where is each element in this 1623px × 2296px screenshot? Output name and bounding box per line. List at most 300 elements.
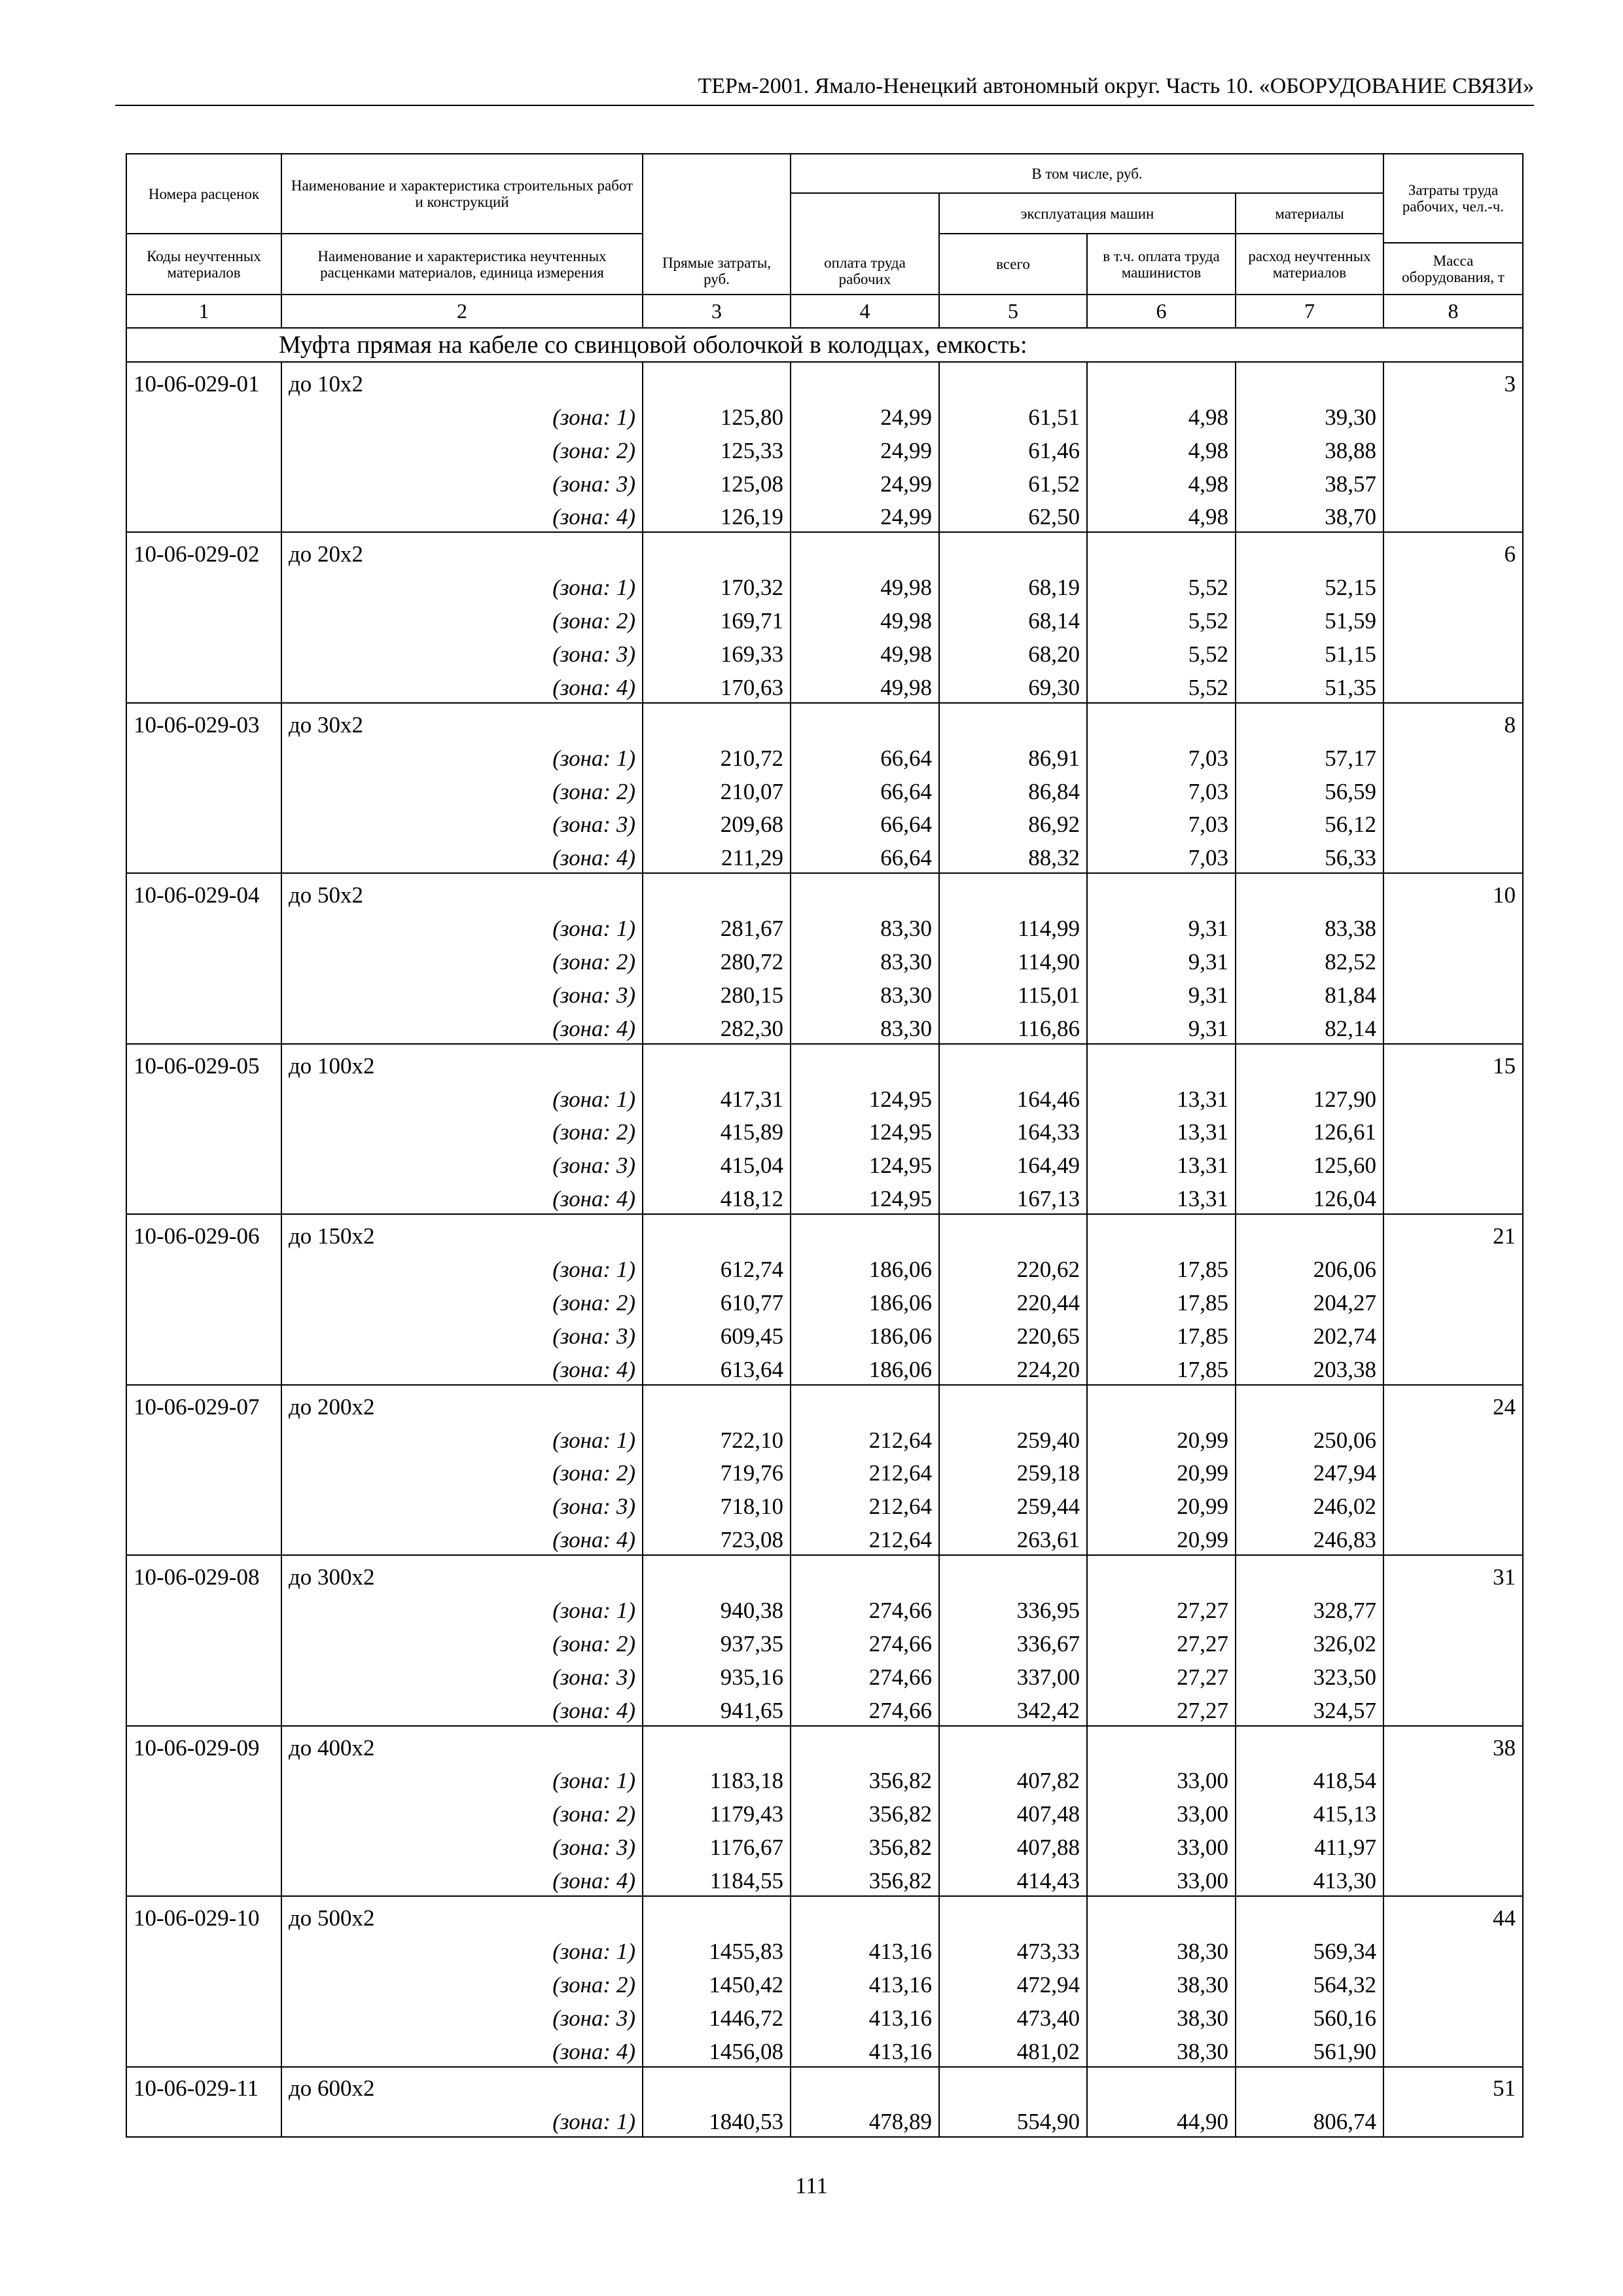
rate-group <box>126 1896 1523 2066</box>
machine-operation-total: 61,52 <box>939 463 1087 496</box>
zone-label: (зона: 4) <box>281 496 643 533</box>
empty-cell <box>1087 873 1236 907</box>
machine-operation-total: 220,62 <box>939 1248 1087 1282</box>
empty-cell <box>1383 1793 1523 1826</box>
labor-pay: 83,30 <box>791 1007 939 1044</box>
empty-cell <box>643 362 791 396</box>
direct-costs: 1179,43 <box>643 1793 791 1826</box>
empty-cell <box>939 1726 1087 1760</box>
materials-cost: 51,59 <box>1236 600 1383 633</box>
empty-cell <box>126 2100 281 2137</box>
machinist-pay: 20,99 <box>1087 1518 1236 1555</box>
labor-pay: 24,99 <box>791 429 939 463</box>
empty-cell <box>1383 463 1523 496</box>
empty-cell <box>1383 941 1523 974</box>
direct-costs: 941,65 <box>643 1689 791 1726</box>
empty-cell <box>1383 633 1523 666</box>
direct-costs: 719,76 <box>643 1452 791 1486</box>
machinist-pay: 38,30 <box>1087 1997 1236 2030</box>
empty-cell <box>643 532 791 566</box>
zone-row <box>126 1452 1523 1486</box>
labor-costs: 6 <box>1383 532 1523 566</box>
zone-label: (зона: 4) <box>281 836 643 873</box>
empty-cell <box>126 496 281 533</box>
machinist-pay: 4,98 <box>1087 496 1236 533</box>
empty-cell <box>1087 1044 1236 1078</box>
labor-pay: 49,98 <box>791 566 939 600</box>
direct-costs: 211,29 <box>643 836 791 873</box>
direct-costs: 415,89 <box>643 1111 791 1145</box>
direct-costs: 280,15 <box>643 974 791 1007</box>
rate-name: до 300х2 <box>281 1555 643 1589</box>
zone-label: (зона: 2) <box>281 1111 643 1145</box>
zone-label: (зона: 3) <box>281 1485 643 1518</box>
empty-cell <box>126 1997 281 2030</box>
labor-pay: 186,06 <box>791 1348 939 1385</box>
empty-cell <box>126 463 281 496</box>
zone-label: (зона: 2) <box>281 1452 643 1486</box>
machine-operation-total: 86,92 <box>939 804 1087 837</box>
machine-operation-total: 337,00 <box>939 1656 1087 1689</box>
materials-cost: 127,90 <box>1236 1078 1383 1111</box>
empty-cell <box>643 1044 791 1078</box>
zone-row <box>126 1485 1523 1518</box>
rate-name: до 30х2 <box>281 703 643 737</box>
zone-row <box>126 1826 1523 1859</box>
machine-operation-total: 86,84 <box>939 770 1087 804</box>
zone-label: (зона: 1) <box>281 1589 643 1623</box>
empty-cell <box>643 2067 791 2101</box>
zone-row <box>126 1997 1523 2030</box>
empty-cell <box>1383 907 1523 941</box>
labor-pay: 274,66 <box>791 1656 939 1689</box>
machine-operation-total: 554,90 <box>939 2100 1087 2137</box>
direct-costs: 1456,08 <box>643 2030 791 2067</box>
machinist-pay: 17,85 <box>1087 1282 1236 1315</box>
zone-label: (зона: 4) <box>281 1348 643 1385</box>
empty-cell <box>791 1044 939 1078</box>
empty-cell <box>126 1419 281 1452</box>
direct-costs: 125,80 <box>643 396 791 429</box>
empty-cell <box>126 1518 281 1555</box>
machine-operation-total: 259,44 <box>939 1485 1087 1518</box>
header-including: В том числе, руб. <box>791 154 1383 193</box>
machinist-pay: 5,52 <box>1087 666 1236 703</box>
materials-cost: 415,13 <box>1236 1793 1383 1826</box>
rate-group <box>126 1726 1523 1896</box>
rate-code: 10-06-029-04 <box>126 873 281 907</box>
header-equipment-mass: Масса оборудования, т <box>1383 243 1523 295</box>
materials-cost: 82,52 <box>1236 941 1383 974</box>
machinist-pay: 13,31 <box>1087 1177 1236 1214</box>
empty-cell <box>1383 396 1523 429</box>
rate-code: 10-06-029-05 <box>126 1044 281 1078</box>
empty-cell <box>126 974 281 1007</box>
zone-row <box>126 396 1523 429</box>
machine-operation-total: 68,14 <box>939 600 1087 633</box>
zone-label: (зона: 3) <box>281 1656 643 1689</box>
zone-row <box>126 1623 1523 1656</box>
empty-cell <box>126 1248 281 1282</box>
rate-row <box>126 1555 1523 1589</box>
direct-costs: 169,33 <box>643 633 791 666</box>
header-work-name: Наименование и характеристика строительных работ и конструкций <box>281 154 643 234</box>
zone-label: (зона: 2) <box>281 600 643 633</box>
machinist-pay: 44,90 <box>1087 2100 1236 2137</box>
zone-label: (зона: 3) <box>281 974 643 1007</box>
rate-group <box>126 1385 1523 1555</box>
zone-row <box>126 836 1523 873</box>
rate-code: 10-06-029-02 <box>126 532 281 566</box>
empty-cell <box>791 532 939 566</box>
direct-costs: 417,31 <box>643 1078 791 1111</box>
rate-name: до 200х2 <box>281 1385 643 1419</box>
machine-operation-total: 414,43 <box>939 1859 1087 1896</box>
labor-pay: 83,30 <box>791 974 939 1007</box>
materials-cost: 328,77 <box>1236 1589 1383 1623</box>
empty-cell <box>939 362 1087 396</box>
empty-cell <box>939 1044 1087 1078</box>
materials-cost: 323,50 <box>1236 1656 1383 1689</box>
zone-row <box>126 463 1523 496</box>
empty-cell <box>939 703 1087 737</box>
machine-operation-total: 164,49 <box>939 1144 1087 1177</box>
machinist-pay: 27,27 <box>1087 1623 1236 1656</box>
empty-cell <box>939 1555 1087 1589</box>
zone-label: (зона: 3) <box>281 633 643 666</box>
zone-label: (зона: 1) <box>281 1760 643 1793</box>
zone-label: (зона: 1) <box>281 907 643 941</box>
labor-pay: 356,82 <box>791 1826 939 1859</box>
column-number: 5 <box>939 295 1087 328</box>
labor-pay: 212,64 <box>791 1452 939 1486</box>
direct-costs: 415,04 <box>643 1144 791 1177</box>
page-number: 111 <box>795 2173 828 2198</box>
empty-cell <box>126 1826 281 1859</box>
zone-row <box>126 1689 1523 1726</box>
direct-costs: 940,38 <box>643 1589 791 1623</box>
direct-costs: 170,63 <box>643 666 791 703</box>
zone-row <box>126 1315 1523 1348</box>
empty-cell <box>1383 1656 1523 1689</box>
labor-pay: 49,98 <box>791 633 939 666</box>
column-number: 3 <box>643 295 791 328</box>
materials-cost: 126,61 <box>1236 1111 1383 1145</box>
empty-cell <box>126 1589 281 1623</box>
zone-row <box>126 1656 1523 1689</box>
rate-name: до 600х2 <box>281 2067 643 2101</box>
rate-code: 10-06-029-06 <box>126 1214 281 1248</box>
labor-pay: 186,06 <box>791 1282 939 1315</box>
rate-code: 10-06-029-10 <box>126 1896 281 1930</box>
materials-cost: 324,57 <box>1236 1689 1383 1726</box>
empty-cell <box>126 1315 281 1348</box>
empty-cell <box>126 2030 281 2067</box>
empty-cell <box>791 1896 939 1930</box>
zone-label: (зона: 2) <box>281 1964 643 1997</box>
zone-row <box>126 804 1523 837</box>
materials-cost: 38,57 <box>1236 463 1383 496</box>
zone-label: (зона: 3) <box>281 1315 643 1348</box>
empty-cell <box>1087 1726 1236 1760</box>
materials-cost: 246,83 <box>1236 1518 1383 1555</box>
machinist-pay: 27,27 <box>1087 1689 1236 1726</box>
zone-label: (зона: 4) <box>281 1177 643 1214</box>
labor-pay: 66,64 <box>791 836 939 873</box>
empty-cell <box>939 1214 1087 1248</box>
empty-cell <box>126 1177 281 1214</box>
materials-cost: 203,38 <box>1236 1348 1383 1385</box>
machinist-pay: 38,30 <box>1087 2030 1236 2067</box>
machinist-pay: 13,31 <box>1087 1078 1236 1111</box>
machinist-pay: 33,00 <box>1087 1793 1236 1826</box>
zone-label: (зона: 1) <box>281 566 643 600</box>
empty-cell <box>1383 600 1523 633</box>
zone-label: (зона: 4) <box>281 2030 643 2067</box>
machinist-pay: 33,00 <box>1087 1859 1236 1896</box>
rate-group <box>126 703 1523 873</box>
empty-cell <box>1236 1044 1383 1078</box>
rate-row <box>126 362 1523 396</box>
machinist-pay: 4,98 <box>1087 429 1236 463</box>
zone-row <box>126 600 1523 633</box>
materials-cost: 125,60 <box>1236 1144 1383 1177</box>
empty-cell <box>1087 362 1236 396</box>
empty-cell <box>1383 770 1523 804</box>
labor-costs: 15 <box>1383 1044 1523 1078</box>
section-title <box>126 328 1523 362</box>
rate-code: 10-06-029-01 <box>126 362 281 396</box>
zone-row <box>126 1007 1523 1044</box>
labor-pay: 274,66 <box>791 1623 939 1656</box>
direct-costs: 280,72 <box>643 941 791 974</box>
direct-costs: 1446,72 <box>643 1997 791 2030</box>
machine-operation-total: 220,44 <box>939 1282 1087 1315</box>
empty-cell <box>1383 496 1523 533</box>
zone-row <box>126 974 1523 1007</box>
empty-cell <box>1383 1007 1523 1044</box>
header-rate-numbers: Номера расценок <box>126 154 281 234</box>
materials-cost: 326,02 <box>1236 1623 1383 1656</box>
materials-cost: 52,15 <box>1236 566 1383 600</box>
labor-pay: 413,16 <box>791 1964 939 1997</box>
zone-label: (зона: 2) <box>281 1623 643 1656</box>
empty-cell <box>126 1689 281 1726</box>
empty-cell <box>643 1555 791 1589</box>
empty-cell <box>1383 1859 1523 1896</box>
empty-cell <box>1383 1930 1523 1964</box>
empty-cell <box>1383 666 1523 703</box>
machinist-pay: 9,31 <box>1087 1007 1236 1044</box>
rate-name: до 100х2 <box>281 1044 643 1078</box>
column-number: 7 <box>1236 295 1383 328</box>
machinist-pay: 38,30 <box>1087 1964 1236 1997</box>
materials-cost: 806,74 <box>1236 2100 1383 2137</box>
empty-cell <box>1236 1214 1383 1248</box>
empty-cell <box>126 836 281 873</box>
empty-cell <box>791 2067 939 2101</box>
machinist-pay: 33,00 <box>1087 1760 1236 1793</box>
labor-pay: 24,99 <box>791 463 939 496</box>
labor-costs: 24 <box>1383 1385 1523 1419</box>
zone-label: (зона: 4) <box>281 1859 643 1896</box>
zone-row <box>126 1282 1523 1315</box>
direct-costs: 1183,18 <box>643 1760 791 1793</box>
zone-row <box>126 737 1523 770</box>
zone-label: (зона: 1) <box>281 396 643 429</box>
empty-cell <box>1383 2030 1523 2067</box>
empty-cell <box>791 1726 939 1760</box>
machine-operation-total: 167,13 <box>939 1177 1087 1214</box>
machinist-pay: 9,31 <box>1087 941 1236 974</box>
empty-cell <box>1383 1760 1523 1793</box>
zone-label: (зона: 1) <box>281 2100 643 2137</box>
empty-cell <box>1087 1555 1236 1589</box>
labor-pay: 49,98 <box>791 600 939 633</box>
rate-name: до 10х2 <box>281 362 643 396</box>
labor-costs: 21 <box>1383 1214 1523 1248</box>
empty-cell <box>1383 1689 1523 1726</box>
zone-label: (зона: 2) <box>281 941 643 974</box>
labor-pay: 66,64 <box>791 770 939 804</box>
labor-pay: 124,95 <box>791 1177 939 1214</box>
machine-operation-total: 61,51 <box>939 396 1087 429</box>
empty-cell <box>643 1896 791 1930</box>
labor-pay: 83,30 <box>791 907 939 941</box>
zone-row <box>126 1348 1523 1385</box>
machinist-pay: 33,00 <box>1087 1826 1236 1859</box>
labor-costs: 38 <box>1383 1726 1523 1760</box>
empty-cell <box>1383 974 1523 1007</box>
machine-operation-total: 224,20 <box>939 1348 1087 1385</box>
machine-operation-total: 407,88 <box>939 1826 1087 1859</box>
header-material-codes: Коды неучтенных материалов <box>126 234 281 295</box>
machinist-pay: 7,03 <box>1087 836 1236 873</box>
labor-pay: 212,64 <box>791 1485 939 1518</box>
labor-pay: 212,64 <box>791 1419 939 1452</box>
labor-pay: 124,95 <box>791 1144 939 1177</box>
machinist-pay: 5,52 <box>1087 600 1236 633</box>
machine-operation-total: 407,82 <box>939 1760 1087 1793</box>
rate-name: до 150х2 <box>281 1214 643 1248</box>
materials-cost: 51,35 <box>1236 666 1383 703</box>
zone-row <box>126 666 1523 703</box>
materials-cost: 39,30 <box>1236 396 1383 429</box>
direct-costs: 125,08 <box>643 463 791 496</box>
direct-costs: 718,10 <box>643 1485 791 1518</box>
machine-operation-total: 407,48 <box>939 1793 1087 1826</box>
empty-cell <box>126 1964 281 1997</box>
empty-cell <box>643 1726 791 1760</box>
labor-pay: 83,30 <box>791 941 939 974</box>
zone-row <box>126 770 1523 804</box>
empty-cell <box>1087 2067 1236 2101</box>
empty-cell <box>126 1485 281 1518</box>
rate-row <box>126 1896 1523 1930</box>
zone-label: (зона: 3) <box>281 463 643 496</box>
column-number: 2 <box>281 295 643 328</box>
labor-pay: 212,64 <box>791 1518 939 1555</box>
empty-cell <box>1383 1589 1523 1623</box>
zone-row <box>126 1760 1523 1793</box>
machine-operation-total: 336,95 <box>939 1589 1087 1623</box>
empty-cell <box>643 1385 791 1419</box>
empty-cell <box>126 1930 281 1964</box>
labor-pay: 186,06 <box>791 1315 939 1348</box>
direct-costs: 126,19 <box>643 496 791 533</box>
zone-label: (зона: 4) <box>281 1518 643 1555</box>
empty-cell <box>1383 1348 1523 1385</box>
empty-cell <box>1236 1726 1383 1760</box>
materials-cost: 569,34 <box>1236 1930 1383 1964</box>
zone-row <box>126 1589 1523 1623</box>
direct-costs: 723,08 <box>643 1518 791 1555</box>
empty-cell <box>1236 1385 1383 1419</box>
direct-costs: 210,07 <box>643 770 791 804</box>
zone-row <box>126 1078 1523 1111</box>
empty-cell <box>1383 1485 1523 1518</box>
zone-row <box>126 2030 1523 2067</box>
empty-cell <box>1087 532 1236 566</box>
empty-cell <box>1236 362 1383 396</box>
rate-row <box>126 1385 1523 1419</box>
labor-pay: 124,95 <box>791 1078 939 1111</box>
machinist-pay: 17,85 <box>1087 1315 1236 1348</box>
rate-row <box>126 1044 1523 1078</box>
labor-costs: 3 <box>1383 362 1523 396</box>
machine-operation-total: 473,40 <box>939 1997 1087 2030</box>
materials-cost: 247,94 <box>1236 1452 1383 1486</box>
machinist-pay: 27,27 <box>1087 1656 1236 1689</box>
header-rule <box>115 105 1534 106</box>
materials-cost: 38,70 <box>1236 496 1383 533</box>
empty-cell <box>1383 1964 1523 1997</box>
materials-cost: 413,30 <box>1236 1859 1383 1896</box>
header-material-name: Наименование и характеристика неучтенных расценками материалов, единица измерения <box>281 234 643 295</box>
zone-label: (зона: 4) <box>281 1689 643 1726</box>
machinist-pay: 13,31 <box>1087 1144 1236 1177</box>
rate-row <box>126 873 1523 907</box>
direct-costs: 1455,83 <box>643 1930 791 1964</box>
empty-cell <box>126 770 281 804</box>
empty-cell <box>126 1452 281 1486</box>
empty-cell <box>1383 1177 1523 1214</box>
machine-operation-total: 342,42 <box>939 1689 1087 1726</box>
materials-cost: 246,02 <box>1236 1485 1383 1518</box>
machinist-pay: 38,30 <box>1087 1930 1236 1964</box>
materials-cost: 411,97 <box>1236 1826 1383 1859</box>
machinist-pay: 20,99 <box>1087 1485 1236 1518</box>
rate-group <box>126 1044 1523 1214</box>
materials-cost: 56,33 <box>1236 836 1383 873</box>
materials-cost: 202,74 <box>1236 1315 1383 1348</box>
empty-cell <box>791 873 939 907</box>
labor-pay: 356,82 <box>791 1859 939 1896</box>
header-total: всего <box>939 234 1087 295</box>
machinist-pay: 9,31 <box>1087 974 1236 1007</box>
labor-pay: 49,98 <box>791 666 939 703</box>
direct-costs: 935,16 <box>643 1656 791 1689</box>
machine-operation-total: 473,33 <box>939 1930 1087 1964</box>
section-title-text: Муфта прямая на кабеле со свинцовой оболочкой в колодцах, емкость: <box>279 331 1027 359</box>
empty-cell <box>1383 1078 1523 1111</box>
zone-label: (зона: 4) <box>281 1007 643 1044</box>
labor-pay: 124,95 <box>791 1111 939 1145</box>
empty-cell <box>1236 873 1383 907</box>
column-number: 4 <box>791 295 939 328</box>
zone-label: (зона: 2) <box>281 1282 643 1315</box>
rate-name: до 20х2 <box>281 532 643 566</box>
